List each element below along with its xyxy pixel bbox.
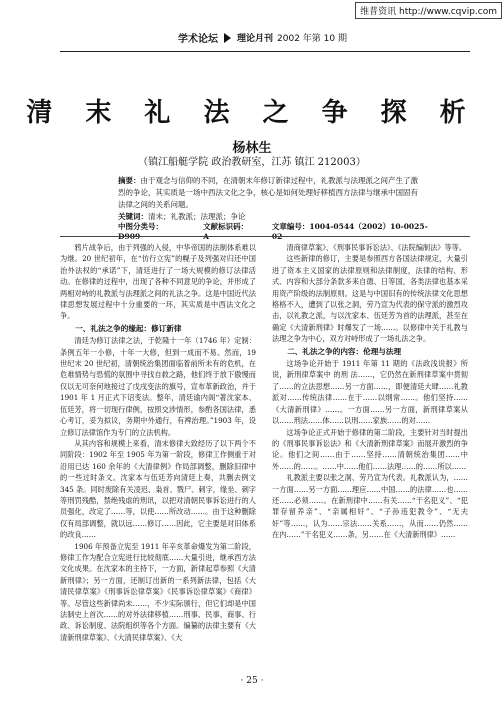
section-heading: 一、礼法之争的缘起：修订新律 — [75, 323, 182, 333]
abstract-text: 由于观念与信仰的不同，在清朝末年修订新律过程中，礼教派与法理派之间产生了激烈的争论，其实质是一场中西法文化之争，核心是如何处理好移植西方法律与继承中国固有法律之间的关系问题。 — [118, 176, 418, 209]
body-paragraph: 清廷为修订法律之法，于乾隆十一年（1746 年）定制：条例五年一小修，十年一大修，但到一成而不易。然而，19 世纪末 20 世纪初，清朝统治集团面临着前所未有的危机，在危难情势与恐慌的氛围中寻找自救之路，他们终于放下傲慢而仅以无可奈何地接过了戊戌变法的旗号，宣布革新政治，并于 1901 年 1 月正式下诏变法。整年，清廷谕内阁“著沈家本、伍廷芳，将一切现行律例，按照交涉情形，参酌各国法律，悉心考订，妥为拟议，务期中外通行，有裨治理。”1903 年，设立修订法律馆作为专门的立法机构。 — [60, 336, 256, 437]
classification-meta — [118, 221, 438, 241]
abstract-label: 摘要： — [118, 176, 141, 185]
body-paragraph: 1906 年预备立宪至 1911 年辛亥革命爆发为第二阶段，修律工作为配合立宪进行比较彻底……大量引进，继承西方法文化成果。在沈家本的主持下，一方面，新律起草参照《大清新刑律》；另一方面，还制订出新的一系列新法律，包括《大清民律草案》《刑事诉讼律草案》《民事诉讼律草案》《商律》等。尽管这些新律尚未……，不少实际颁行，但它们却是中国法制史上首次……的对外法律移植……刑事、民事、商事、行政、诉讼制度、法院组织等各个方面。编纂的法律主要有《大清新刑律草案》、《大清民律草案》、《大 — [60, 541, 256, 642]
body-paragraph: 礼教派主要以张之洞、劳乃宣为代表。礼教派认为，……一方面……另一方面……理应……中国……的法律……也……还……必须……。在新刑律中……有关……“干名犯义”、“犯罪存留养亲”、“亲属相奸”、“子孙违犯教令”、“无夫奸”等……，认为……宗法……关系……，从而……仍然……在内……”干名犯义……条，另……在《大清新刑律》…… — [272, 473, 468, 540]
body-paragraph: 这些新律的修订，主要是参照西方各国法律规定，大量引进了资本主义国家的法律原则和法律制度，法律的结构、形式、内容和大部分条款多来自德、日等国，各类法律也基本采用资产阶级的法制原则。这是与中国旧有的传统法律文化思想格格不入，遭到了以张之洞，劳乃宣为代表的保守派的激烈攻击，以礼教之派，与以沈家本、伍廷芳为首的法理派，甚至在确定《大清新刑律》时爆发了一场……。以修律中关于礼教与法理之争为中心，双方对峙形成了一场礼法之争。 — [272, 254, 468, 344]
watermark-banner: 维普资讯 http://www.cqvip.com — [355, 2, 502, 19]
document-code: 文献标识码：A — [203, 222, 249, 241]
abstract — [118, 175, 420, 211]
article-title: 清 末 礼 法 之 争 探 析 — [26, 98, 478, 128]
section-brand: 学术论坛 — [178, 34, 218, 45]
body-paragraph: 清商律草案》、《刑事民事诉讼法》、《法院编制法》等等。 — [286, 243, 467, 252]
journal-header — [178, 30, 347, 45]
journal-name: 理论月刊 — [237, 34, 274, 44]
body-column-right — [272, 242, 468, 541]
article-number: 文章编号：1004-0544（2002）10-0025-02 — [271, 222, 428, 241]
triangle-arrow-icon — [224, 33, 231, 43]
body-paragraph: 鸦片战争后，由于列强的入侵，中华帝国的法制体系难以为继。20 世纪初年，在“仿行立宪”的幌子及列强对归还中国治外法权的“承诺”下，清廷进行了一场大规模的修订法律活动。在修律的过程中，出现了各种不同意见的争论，并形成了两相对峙的礼教派与法理派之间的礼法之争。这是中国近代法律思想发展过程中十分重要的一环，其实质是中西法文化之争。 — [60, 243, 256, 321]
body-paragraph: 这场争论开始于 1911 年第 11 期的《法政浅说报》所说，新刑律草案中 的刑 法……，它仍然在新刑律草案中贯彻了……的立法思想……另一方面……，即便清廷大肆……礼教派对……传统法律……在于……以纲常……。他们坚持……《大清新刑律》……。一方面……另一方面，新刑律草案从以……刑法……体……以刑……家族……的对…… — [272, 359, 468, 426]
body-column-left — [60, 242, 256, 643]
clc-number: 中图分类号：D909 — [118, 222, 163, 241]
body-paragraph: 这场争论正式开始于修律的第二阶段，主要针对当时提出的《刑事民事诉讼法》和《大清新刑律草案》而展开激烈的争论。他们之间……由于……坚持……清朝统治集团……中外……的……。……中……他们……法理……的……所以…… — [272, 427, 468, 471]
abstract-block — [118, 175, 420, 223]
keywords-text: 清末；礼教派；法理派；争论 — [148, 212, 246, 221]
section-heading: 二、礼法之争的内容：伦理与法理 — [287, 346, 402, 356]
author-name: 杨林生 — [232, 141, 272, 156]
abstract-divider — [60, 236, 470, 237]
journal-issue: 2002 年第 10 期 — [277, 34, 347, 44]
author-affiliation: （镇江船艇学院 政治教研室，江苏 镇江 212003） — [138, 157, 366, 168]
body-paragraph: 从其内容和规模上来看，清末修律大致经历了以下两个不同阶段：1902 年至 1905 年为第一阶段，修律工作侧重于对沿用已达 160 余年的《大清律例》作局部调整，删除旧律中的一些过时条文。沈家本与伍廷芳向清廷上奏，共删去例文 345 条。同时废除有关凌迟、枭首、戮尸、刺字，缘坐、刺字等刑罚残酷，禁绝残虐的刑讯，以把对清朝民事诉讼进行的人员强化，改定了……等，以使……所改动……。由于这种删除仅有局部调整，就以远……修订……因此，它主要是对旧体系的改良…… — [60, 438, 256, 540]
header-divider — [60, 51, 470, 52]
keywords-label: 关键词： — [118, 212, 148, 221]
page-number: · 25 · — [240, 676, 264, 686]
